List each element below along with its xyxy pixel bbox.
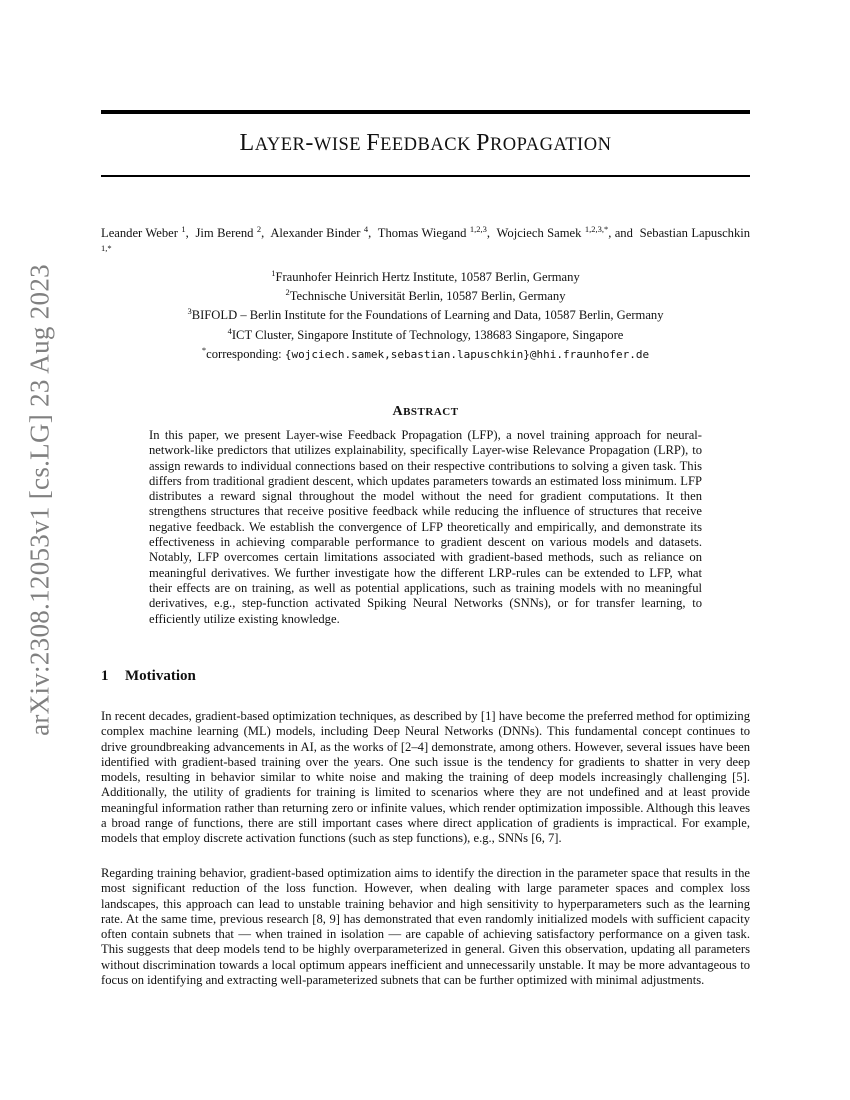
author-name: Alexander Binder	[270, 226, 361, 241]
arxiv-stamp	[15, 264, 65, 736]
author-affil-mark: 1,2,3,*	[584, 224, 609, 234]
author-affil-mark: 2	[256, 224, 262, 234]
author-conjunction: and	[614, 226, 633, 241]
affiliation-text: BIFOLD – Berlin Institute for the Foundations of Learning and Data, 10587 Berlin, Germany	[191, 308, 664, 323]
affiliation-text: ICT Cluster, Singapore Institute of Technology, 138683 Singapore, Singapore	[231, 327, 624, 342]
body-paragraph: In recent decades, gradient-based optimization techniques, as described by [1] have become the preferred method for optimizing complex machine learning (ML) models, including Deep Neural Networks (DNNs). This fundamental concept continues to drive groundbreaking advancements in AI, as the works of [2–4] demonstrate, among others. However, several issues have been identified with gradient-based training over the years. One such issue is the tendency for gradients to shatter in very deep models, resulting in behavior similar to white noise and making the training of deep models increasingly challenging [5]. Additionally, the utility of gradients for training is limited to scenarios where they are not undefined and at least provide meaningful information rather than returning zero or infinite values, which render optimization impossible. Although this leaves a broad range of functions, there are still important cases where direct application of gradients is impractical. For example, models that employ discrete activation functions (such as step functions), e.g., SNNs [6, 7].	[101, 709, 750, 846]
author-affil-mark: 1,2,3	[469, 224, 487, 234]
affiliation-mark: 2	[285, 287, 290, 298]
title-rule-top	[101, 110, 750, 114]
affiliation-mark: 1	[271, 268, 276, 278]
corresponding-line	[101, 343, 750, 362]
author-affil-mark: 4	[363, 224, 369, 234]
author-name: Leander Weber	[101, 226, 178, 241]
title-rule-bottom	[101, 175, 750, 177]
abstract-heading-rest: BSTRACT	[403, 406, 459, 418]
title-w4-cap: P	[476, 130, 490, 156]
author-name: Jim Berend	[195, 226, 254, 241]
affiliation-line	[101, 304, 750, 323]
body-paragraph: Regarding training behavior, gradient-based optimization aims to identify the direction in the parameter space that results in the most significant reduction of the loss function. However, when dealing with large parameter spaces and complex loss landscapes, this approach can lead to unstable training behavior and high sensitivity to hyperparameters such as the learning rate. At the same time, previous research [8, 9] has demonstrated that even randomly initialized models with sufficient capacity often contain subnets that — when trained in isolation — are capable of achieving satisfactory performance on a given task. This suggests that deep models tend to be highly overparameterized in general. Given this observation, updating all parameters without discrimination towards a local optimum appears inefficient and unnecessarily unstable. It may be more advantageous to focus on identifying and extracting well-parameterized subnets that can be further optimized with minimal adjustments.	[101, 866, 750, 988]
author-affil-mark: 1	[181, 224, 186, 234]
title-w1-rest: AYER	[254, 135, 306, 155]
corresponding-email[interactable]: {wojciech.samek,sebastian.lapuschkin}@hhi.fraunhofer.de	[284, 347, 650, 361]
corresponding-label: corresponding:	[206, 346, 285, 361]
affiliation-text: Fraunhofer Heinrich Hertz Institute, 10587 Berlin, Germany	[275, 270, 580, 285]
affiliation-mark: 4	[227, 325, 232, 336]
abstract-body: In this paper, we present Layer-wise Feedback Propagation (LFP), a novel training approach for neural-network-like predictors that utilizes explainability, specifically Layer-wise Relevance Propagation (LRP), to assign rewards to individual connections based on their respective contributions to solving a given task. This differs from traditional gradient descent, which updates parameters towards an estimated loss minimum. LFP distributes a reward signal throughout the model without the need for gradient computations. It then strengthens structures that receive positive feedback while reducing the influence of structures that receive negative feedback. We establish the convergence of LFP theoretically and empirically, and demonstrate its effectiveness in achieving comparable performance to gradient descent on various models and datasets. Notably, LFP overcomes certain limitations associated with gradient-based methods, such as reliance on meaningful derivatives. We further investigate how the different LRP-rules can be extended to LFP, what their effects are on training, as well as potential applications, such as training models with no meaningful derivatives, e.g., step-function activated Spiking Neural Networks (SNNs), or for transfer learning, to efficiently utilize existing knowledge.	[149, 428, 702, 626]
section-heading	[101, 668, 750, 685]
author-list: Leander Weber $^1$, Jim Berend $^2$, Alexander Binder $^4$, Thomas Wiegand $^{1,2,3}$, Wojciech Samek $^{1,2,3,*}$, and Sebastian Lapuschkin $^{1,*}$	[101, 224, 751, 254]
corresponding-mark: *	[201, 344, 207, 355]
abstract-heading	[101, 403, 750, 420]
abstract-heading-cap: A	[392, 404, 404, 419]
title-w1-cap: L	[239, 130, 255, 156]
section-title: Motivation	[125, 668, 196, 684]
affiliation-text: Technische Universität Berlin, 10587 Berlin, Germany	[289, 289, 566, 304]
title-w2-rest: WISE	[313, 135, 367, 155]
author-name: Thomas Wiegand	[377, 226, 467, 241]
affiliations	[101, 266, 750, 362]
arxiv-stamp-text: arXiv:2308.12053v1 [cs.LG] 23 Aug 2023	[24, 264, 55, 736]
section-number: 1	[101, 668, 109, 684]
affiliation-mark: 3	[187, 306, 192, 317]
affiliation-line	[101, 285, 750, 304]
title-w2-cap: -	[305, 130, 314, 156]
author-affil-mark: 1,*	[101, 243, 112, 254]
author-name: Sebastian Lapuschkin	[639, 226, 751, 241]
affiliation-line	[101, 266, 750, 285]
paper-title	[101, 130, 750, 157]
title-w3-rest: EEDBACK	[380, 135, 477, 155]
title-w4-rest: ROPAGATION	[489, 135, 612, 155]
affiliation-line	[101, 324, 750, 343]
author-name: Wojciech Samek	[496, 226, 582, 241]
title-w3-cap: F	[366, 130, 381, 156]
